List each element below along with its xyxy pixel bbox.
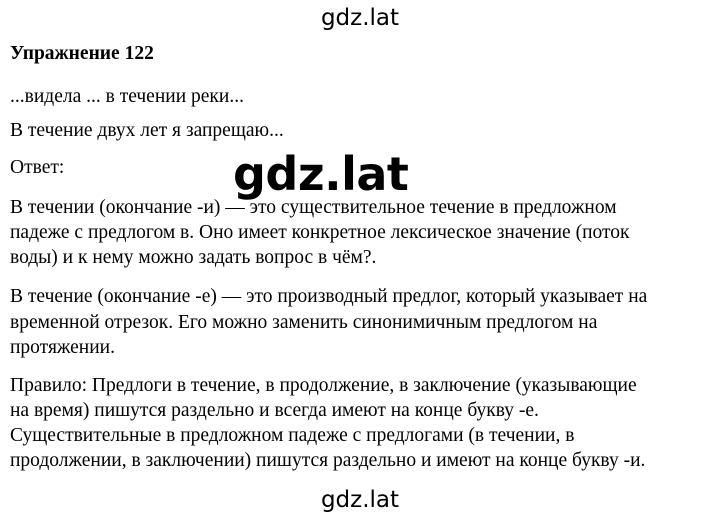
answer-label: Ответ: [10, 157, 65, 178]
paragraph-line: Существительные в предложном падеже с предлогами (в течении, в [10, 425, 575, 446]
watermark-top: gdz.lat [320, 5, 400, 31]
paragraph-line: временной отрезок. Его можно заменить синонимичным предлогом на [10, 312, 598, 333]
paragraph-line: воды) и к нему можно задать вопрос в чём?. [10, 247, 377, 268]
example-line-2: В течение двух лет я запрещаю... [10, 120, 284, 141]
paragraph-line: протяжении. [10, 337, 115, 358]
paragraph-line: В течение (окончание -е) — это производный предлог, который указывает на [10, 286, 648, 307]
watermark-bottom: gdz.lat [320, 487, 400, 513]
watermark-center: gdz.lat [233, 147, 409, 201]
exercise-title: Упражнение 122 [10, 43, 154, 64]
paragraph-line: на время) пишутся раздельно и всегда имеют на конце букву -е. [10, 400, 539, 421]
example-line-1: ...видела ... в течении реки... [10, 86, 244, 107]
paragraph-line: падеже с предлогом в. Оно имеет конкретное лексическое значение (поток [10, 222, 630, 243]
paragraph-line: В течении (окончание -и) — это существительное течение в предложном [10, 197, 617, 218]
paragraph-line: продолжении, в заключении) пишутся раздельно и имеют на конце букву -и. [10, 450, 646, 471]
paragraph-line: Правило: Предлоги в течение, в продолжение, в заключение (указывающие [10, 375, 637, 396]
